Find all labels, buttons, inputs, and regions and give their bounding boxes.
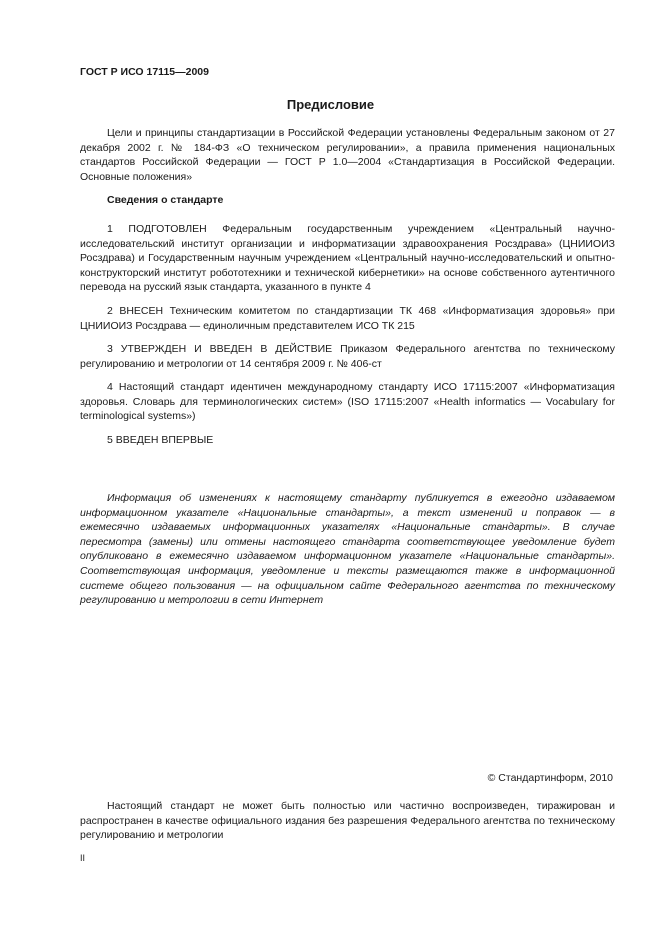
item-5-block <box>80 433 615 448</box>
page-number: II <box>80 853 86 863</box>
intro-block <box>80 126 615 184</box>
item-1-block <box>80 222 615 295</box>
item-4-block <box>80 380 615 424</box>
item-paragraph: 4 Настоящий стандарт идентичен международному стандарту ИСО 17115:2007 «Информатизация здоровья. Словарь для терминологических систем» (ISO 17115:2007 «Health informatics — Vocabulary for terminological systems») <box>80 381 615 423</box>
item-paragraph: 1 ПОДГОТОВЛЕН Федеральным государственным учреждением «Центральный научно-исследовательский институт организации и информатизации здравоохранения Росздрава» (ЦНИИОИЗ Росздрава) и Государственным научным учреждением «Центральный научно-исследовательский и опытно-конструкторский институт робототехники и технической кибернетики» на основе собственного аутентичного перевода на русский язык стандарта, указанного в пункте 4 <box>80 223 615 294</box>
item-3-block <box>80 342 615 371</box>
intro-paragraph: Цели и принципы стандартизации в Российской Федерации установлены Федеральным законом от 27 декабря 2002 г. № 184-ФЗ «О техническом регулировании», а правила применения национальных стандартов Российской Федерации — ГОСТ Р 1.0—2004 «Стандартизация в Российской Федерации. Основные положения» <box>80 127 615 183</box>
item-2-block <box>80 304 615 333</box>
rights-block <box>80 799 615 843</box>
standard-id-header: ГОСТ Р ИСО 17115—2009 <box>80 66 209 78</box>
section-subheading: Сведения о стандарте <box>107 194 224 206</box>
copyright-line: © Стандартинформ, 2010 <box>487 772 613 784</box>
notice-block <box>80 491 615 608</box>
item-paragraph: 2 ВНЕСЕН Техническим комитетом по стандартизации ТК 468 «Информатизация здоровья» при ЦНИИОИЗ Росздрава — единоличным представителем ИСО ТК 215 <box>80 305 615 332</box>
notice-paragraph: Информация об изменениях к настоящему стандарту публикуется в ежегодно издаваемом информационном указателе «Национальные стандарты», а текст изменений и поправок — в ежемесячно издаваемых информационных указателях «Национальные стандарты». В случае пересмотра (замены) или отмены настоящего стандарта соответствующее уведомление будет опубликовано в ежемесячно издаваемом информационном указателе «Национальные стандарты». Соответствующая информация, уведомление и тексты размещаются также в информационной системе общего пользования — на официальном сайте Федерального агентства по техническому регулированию и метрологии в сети Интернет <box>80 492 615 607</box>
page-title: Предисловие <box>286 97 375 112</box>
item-paragraph: 5 ВВЕДЕН ВПЕРВЫЕ <box>107 434 214 446</box>
rights-paragraph: Настоящий стандарт не может быть полностью или частично воспроизведен, тиражирован и распространен в качестве официального издания без разрешения Федерального агентства по техническому регулированию и метрологии <box>80 800 615 842</box>
item-paragraph: 3 УТВЕРЖДЕН И ВВЕДЕН В ДЕЙСТВИЕ Приказом Федерального агентства по техническому регулированию и метрологии от 14 сентября 2009 г. № 406-ст <box>80 343 615 370</box>
